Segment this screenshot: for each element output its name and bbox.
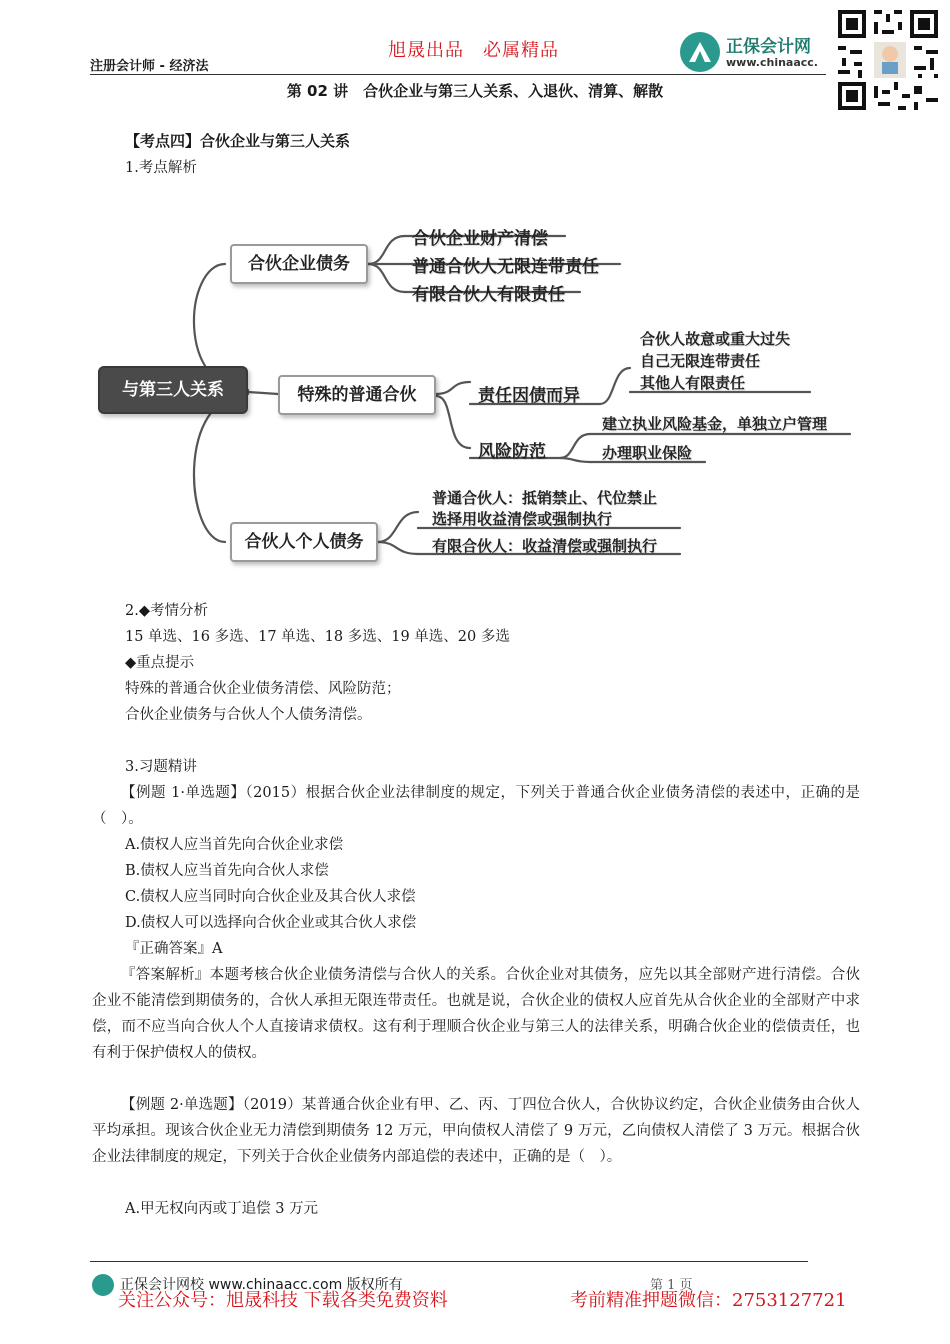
q1-option: B.债权人应当首先向合伙人求偿 (125, 863, 329, 879)
q1-option: A.债权人应当首先向合伙企业求偿 (125, 837, 344, 853)
mindmap-leaf: 普通合伙人：抵销禁止、代位禁止 (432, 489, 658, 507)
mindmap-branch-personal-debt: 合伙人个人债务 (230, 522, 378, 562)
mindmap-leaf: 其他人有限责任 (640, 374, 746, 392)
mindmap-root: 与第三人关系 (98, 366, 248, 414)
mindmap-leaf: 普通合伙人无限连带责任 (412, 257, 599, 277)
promo-left: 关注公众号：旭晟科技 下载各类免费资料 (118, 1290, 448, 1311)
mindmap-leaf: 自己无限连带责任 (640, 352, 761, 370)
promo-right: 考前精准押题微信：2753127721 (570, 1290, 847, 1311)
mindmap-leaf: 有限合伙人有限责任 (412, 285, 565, 305)
analysis-title: 2.◆考情分析 (125, 603, 208, 619)
footer-logo-icon (92, 1274, 114, 1296)
mindmap-leaf: 合伙企业财产清偿 (412, 229, 548, 249)
analysis-years: 15 单选、16 多选、17 单选、18 多选、19 单选、20 多选 (125, 629, 510, 645)
logo-name: 正保会计网 (726, 37, 811, 57)
header-slogan: 旭晟出品 必属精品 (388, 40, 559, 61)
q2-stem: 【例题 2·单选题】（2019）某普通合伙企业有甲、乙、丙、丁四位合伙人，合伙协议约定，合伙企业债务由合伙人平均承担。现该合伙企业无力清偿到期债务 12 万元，甲向债权人清偿了 9 万元，乙向债权人清偿了 3 万元。根据合伙企业法律制度的规定，下列关于合伙企业债务内部追偿的表述中，正确的是（ ）。 (92, 1097, 860, 1165)
mindmap-branch-special-partnership: 特殊的普通合伙 (278, 375, 436, 415)
mindmap-sub-liability: 责任因债而异 (478, 386, 580, 406)
mindmap-leaf: 建立执业风险基金，单独立户管理 (602, 415, 828, 433)
subsection-analysis: 1.考点解析 (125, 160, 197, 176)
mindmap-branch-partnership-debt: 合伙企业债务 (230, 244, 368, 284)
footer-divider (90, 1261, 808, 1262)
q2-option: A.甲无权向丙或丁追偿 3 万元 (125, 1201, 319, 1217)
mindmap-leaf: 合伙人故意或重大过失 (640, 330, 791, 348)
section-title: 【考点四】合伙企业与第三人关系 (125, 132, 351, 150)
q1-stem: 【例题 1·单选题】（2015）根据合伙企业法律制度的规定，下列关于普通合伙企业债务清偿的表述中，正确的是（ ）。 (92, 785, 860, 827)
logo-url: www.chinaacc. (726, 56, 818, 69)
q1-option: C.债权人应当同时向合伙企业及其合伙人求偿 (125, 889, 416, 905)
lecture-title: 第 02 讲 合伙企业与第三人关系、入退伙、清算、解散 (286, 82, 664, 100)
mindmap-sub-risk: 风险防范 (478, 442, 546, 462)
mindmap-leaf: 选择用收益清偿或强制执行 (432, 510, 613, 528)
q1-explanation: 『答案解析』本题考核合伙企业债务清偿与合伙人的关系。合伙企业对其债务，应先以其全部财产进行清偿。合伙企业不能清偿到期债务的，合伙人承担无限连带责任。也就是说，合伙企业的债权人应首先从合伙企业的全部财产中求偿，而不应当向合伙人个人直接请求债权。这有利于理顺合伙企业与第三人的法律关系，明确合伙企业的偿债责任，也有利于保护债权人的债权。 (92, 967, 860, 1061)
q1-answer: 『正确答案』A (125, 941, 223, 957)
page-number: 第 1 页 (650, 1278, 693, 1293)
mindmap-leaf: 办理职业保险 (602, 444, 693, 462)
footer-copyright: 正保会计网校 www.chinaacc.com 版权所有 (120, 1277, 403, 1293)
exercises-title: 3.习题精讲 (125, 759, 197, 775)
key-points-title: ◆重点提示 (125, 655, 195, 671)
course-name: 注册会计师 - 经济法 (90, 59, 209, 74)
q1-option: D.债权人可以选择向合伙企业或其合伙人求偿 (125, 915, 417, 931)
key-point: 合伙企业债务与合伙人个人债务清偿。 (125, 707, 372, 723)
mindmap-leaf: 有限合伙人：收益清偿或强制执行 (432, 537, 658, 555)
key-point: 特殊的普通合伙企业债务清偿、风险防范； (125, 681, 401, 697)
